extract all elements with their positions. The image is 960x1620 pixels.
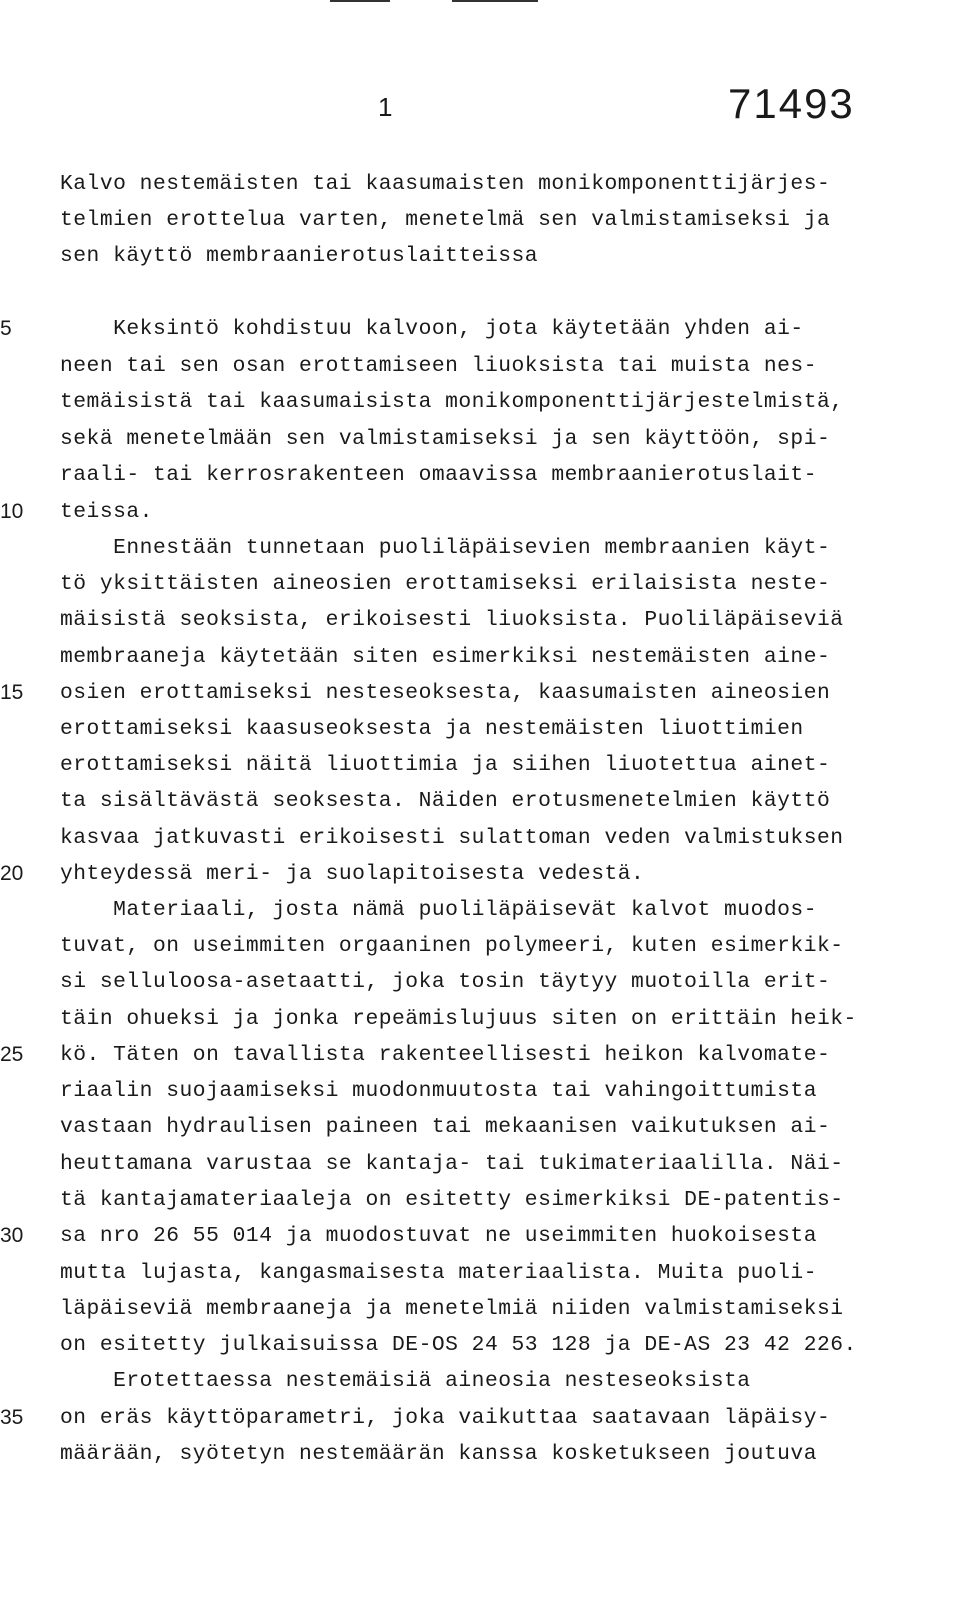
text-line: tuvat, on useimmiten orgaaninen polymeeri, kuten esimerkik-: [60, 934, 844, 958]
text-line: temäisistä tai kaasumaisista monikomponenttijärjestelmistä,: [60, 390, 844, 414]
text-line: teissa.: [60, 500, 153, 524]
line-number: 30: [0, 1224, 24, 1247]
text-line: mutta lujasta, kangasmaisesta materiaalista. Muita puoli-: [60, 1261, 817, 1285]
text-line: erottamiseksi näitä liuottimia ja siihen liuotettua ainet-: [60, 753, 831, 777]
line-number: 15: [0, 681, 24, 704]
text-line: kasvaa jatkuvasti erikoisesti sulattoman veden valmistuksen: [60, 826, 844, 850]
text-line: raali- tai kerrosrakenteen omaavissa membraanierotuslait-: [60, 463, 817, 487]
text-line: erottamiseksi kaasuseoksesta ja nestemäisten liuottimien: [60, 717, 804, 741]
header-rule-right: [452, 0, 538, 2]
title-line: sen käyttö membraanierotuslaitteissa: [60, 244, 539, 268]
text-line: Materiaali, josta nämä puoliläpäisevät kalvot muodos-: [60, 898, 817, 922]
text-line: vastaan hydraulisen paineen tai mekaanisen vaikutuksen ai-: [60, 1115, 831, 1139]
title-line: telmien erottelua varten, menetelmä sen valmistamiseksi ja: [60, 208, 831, 232]
text-line: on esitetty julkaisuissa DE-OS 24 53 128 ja DE-AS 23 42 226.: [60, 1333, 857, 1357]
text-line: täin ohueksi ja jonka repeämislujuus siten on erittäin heik-: [60, 1007, 857, 1031]
text-line: määrään, syötetyn nestemäärän kanssa kosketukseen joutuva: [60, 1442, 817, 1466]
text-line: tä kantajamateriaaleja on esitetty esimerkiksi DE-patentis-: [60, 1188, 844, 1212]
text-line: Ennestään tunnetaan puoliläpäisevien membraanien käyt-: [60, 536, 831, 560]
document-number: 71493: [728, 80, 855, 127]
text-line: membraaneja käytetään siten esimerkiksi nestemäisten aine-: [60, 645, 831, 669]
line-number: 35: [0, 1406, 24, 1429]
line-number: 5: [0, 317, 12, 340]
text-line: mäisistä seoksista, erikoisesti liuoksista. Puoliläpäiseviä: [60, 608, 844, 632]
title-line: Kalvo nestemäisten tai kaasumaisten monikomponenttijärjes-: [60, 172, 831, 196]
page-number: 1: [378, 92, 393, 122]
text-line: osien erottamiseksi nesteseoksesta, kaasumaisten aineosien: [60, 681, 831, 705]
line-number: 20: [0, 862, 24, 885]
text-line: heuttamana varustaa se kantaja- tai tukimateriaalilla. Näi-: [60, 1152, 844, 1176]
text-line: riaalin suojaamiseksi muodonmuutosta tai vahingoittumista: [60, 1079, 817, 1103]
text-line: neen tai sen osan erottamiseen liuoksista tai muista nes-: [60, 354, 817, 378]
text-line: sa nro 26 55 014 ja muodostuvat ne useimmiten huokoisesta: [60, 1224, 817, 1248]
text-line: Erotettaessa nestemäisiä aineosia nesteseoksista: [60, 1369, 751, 1393]
text-line: kö. Täten on tavallista rakenteellisesti heikon kalvomate-: [60, 1043, 831, 1067]
text-line: sekä menetelmään sen valmistamiseksi ja sen käyttöön, spi-: [60, 427, 831, 451]
text-line: läpäiseviä membraaneja ja menetelmiä niiden valmistamiseksi: [60, 1297, 844, 1321]
header-rule-left: [330, 0, 390, 2]
text-line: si selluloosa-asetaatti, joka tosin täytyy muotoilla erit-: [60, 970, 831, 994]
line-number: 25: [0, 1043, 24, 1066]
line-number: 10: [0, 500, 24, 523]
text-line: ta sisältävästä seoksesta. Näiden erotusmenetelmien käyttö: [60, 789, 831, 813]
text-line: tö yksittäisten aineosien erottamiseksi erilaisista neste-: [60, 572, 831, 596]
text-line: on eräs käyttöparametri, joka vaikuttaa saatavaan läpäisy-: [60, 1406, 831, 1430]
text-line: Keksintö kohdistuu kalvoon, jota käytetään yhden ai-: [60, 317, 804, 341]
text-line: yhteydessä meri- ja suolapitoisesta vedestä.: [60, 862, 645, 886]
